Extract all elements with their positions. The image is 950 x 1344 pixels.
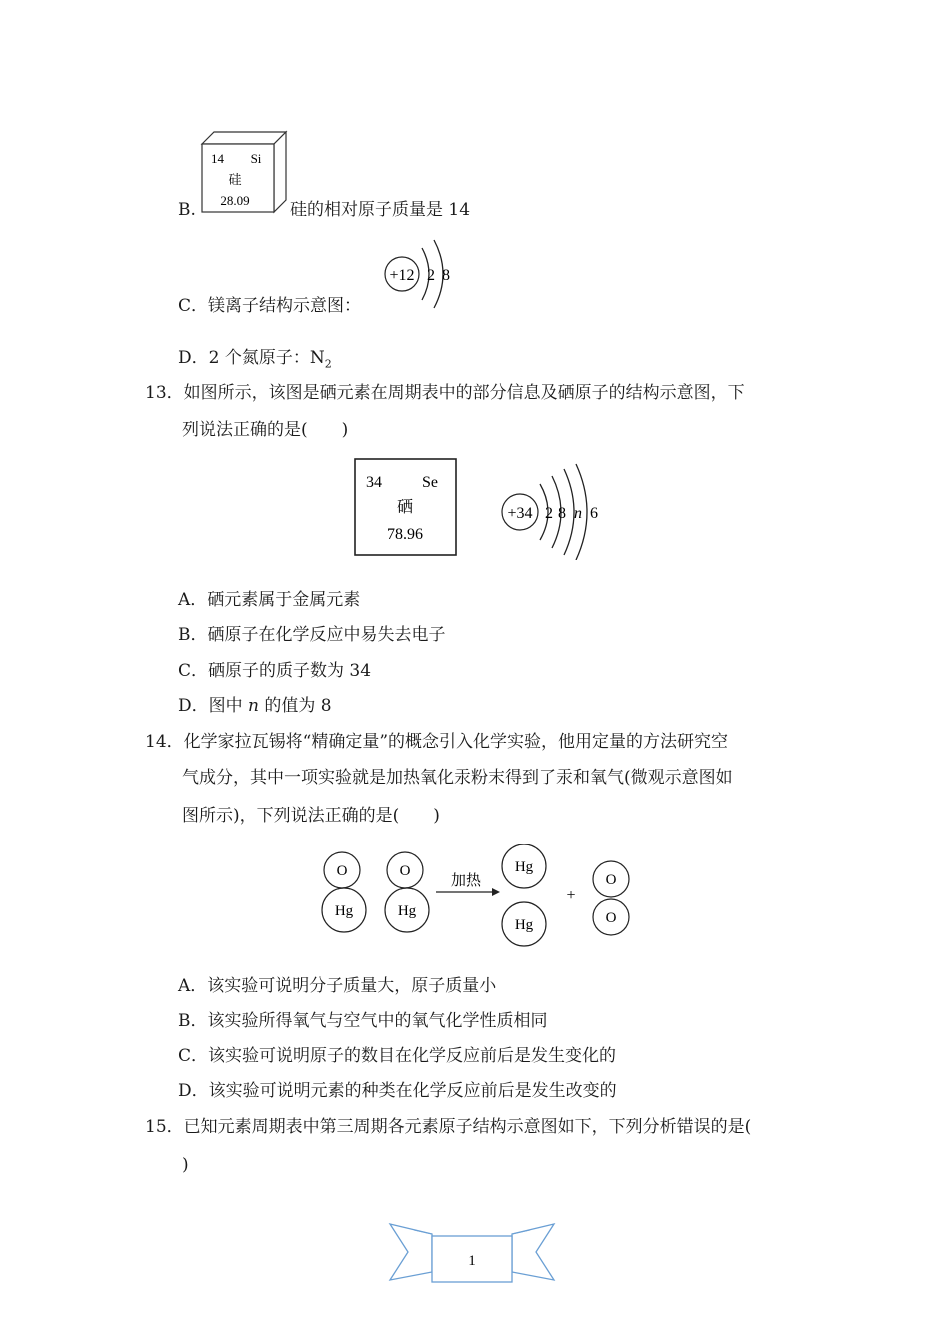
variable-n: n [248, 696, 259, 716]
mg-nucleus-charge: +12 [389, 267, 415, 284]
si-mass: 28.09 [220, 193, 250, 208]
plus-sign: + [566, 887, 576, 904]
q13-option-b: B．硒原子在化学反应中易失去电子 [178, 625, 446, 645]
arrow-label-heat: 加热 [450, 873, 482, 889]
q13-option-d: D．图中 n 的值为 8 [178, 696, 332, 716]
hg-atom2-label: Hg [514, 917, 534, 933]
q14-option-a: A．该实验可说明分子质量大，原子质量小 [178, 976, 497, 996]
se-nucleus-charge: +34 [507, 505, 533, 522]
o2-atom1-label: O [605, 872, 617, 888]
hg-atom1-label: Hg [514, 859, 534, 875]
se-mass: 78.96 [387, 526, 423, 543]
q12-option-b-letter: B. [178, 200, 196, 220]
o2-atom2-label: O [605, 910, 617, 926]
q15-stem-line2: ) [182, 1155, 189, 1175]
se-shell-4: 6 [590, 505, 598, 522]
se-shell-3: n [574, 505, 582, 522]
hgo1-hg-label: Hg [334, 903, 354, 919]
si-symbol: Si [250, 151, 262, 166]
hgo2-hg-label: Hg [397, 903, 417, 919]
q14-stem-line1: 14．化学家拉瓦锡将“精确定量”的概念引入化学实验，他用定量的方法研究空 [145, 732, 729, 752]
subscript-2: 2 [324, 357, 332, 371]
se-symbol: Se [422, 474, 438, 491]
se-name: 硒 [396, 499, 414, 516]
q14-stem-line3: 图所示)，下列说法正确的是( ) [182, 806, 440, 826]
q15-stem-line1: 15．已知元素周期表中第三周期各元素原子结构示意图如下，下列分析错误的是( [145, 1117, 752, 1137]
q13-stem-line1: 13．如图所示，该图是硒元素在周期表中的部分信息及硒原子的结构示意图，下 [145, 383, 745, 403]
q12-option-c-text: C．镁离子结构示意图： [178, 296, 362, 316]
selenium-element-tile [354, 458, 458, 558]
selenium-atom-diagram [498, 460, 608, 560]
q14-option-d: D．该实验可说明元素的种类在化学反应前后是发生改变的 [178, 1081, 617, 1101]
q14-option-b: B．该实验所得氧气与空气中的氧气化学性质相同 [178, 1011, 548, 1031]
q13-option-a: A．硒元素属于金属元素 [178, 590, 361, 610]
mg-shell-1: 2 [427, 267, 435, 284]
si-name: 硅 [228, 172, 242, 187]
hgo1-o-label: O [336, 863, 348, 879]
q14-option-c: C．该实验可说明原子的数目在化学反应前后是发生变化的 [178, 1046, 617, 1066]
se-atomic-number: 34 [366, 474, 382, 491]
q13-stem-line2: 列说法正确的是( ) [182, 420, 349, 440]
mg-shell-2: 8 [442, 267, 450, 284]
q13-option-c: C．硒原子的质子数为 34 [178, 661, 372, 681]
page-number-ribbon [386, 1218, 558, 1288]
si-atomic-number: 14 [211, 151, 224, 166]
page-number: 1 [468, 1253, 476, 1269]
magnesium-ion-diagram [378, 234, 458, 314]
hgo2-o-label: O [399, 863, 411, 879]
q12-option-b-text: 硅的相对原子质量是 14 [290, 200, 471, 220]
silicon-element-tile [198, 128, 292, 216]
q12-option-d: D．2 个氮原子：$N_2$ [178, 348, 332, 371]
se-shell-1: 2 [545, 505, 553, 522]
mercury-oxide-reaction-diagram [316, 844, 636, 950]
q14-stem-line2: 气成分，其中一项实验就是加热氧化汞粉末得到了汞和氧气(微观示意图如 [182, 768, 733, 788]
se-shell-2: 8 [558, 505, 566, 522]
